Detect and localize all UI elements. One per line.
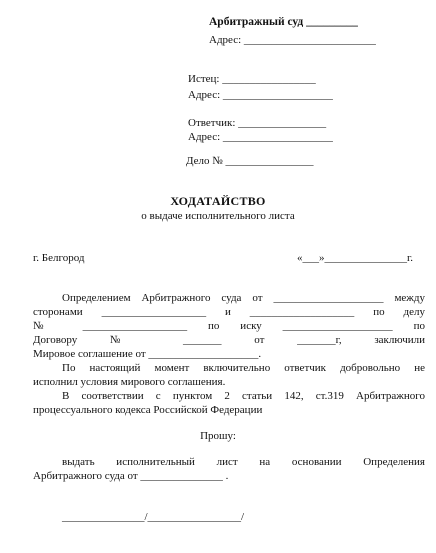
date: «___»_______________г. <box>297 252 414 264</box>
document-subtitle: о выдаче исполнительного листа <box>141 210 295 222</box>
court-name: Арбитражный суд _________ <box>209 16 358 28</box>
p3-line-1: В соответствии с пунктом 2 статьи 142, ст.319 Арбитражного <box>62 390 425 402</box>
p1-line-2: сторонами ___________________ и ___________________ по делу <box>33 306 425 318</box>
signature-line: _______________/_________________/ <box>62 511 245 523</box>
place: г. Белгород <box>33 252 85 264</box>
p4-line-2: Арбитражного суда от _______________ . <box>33 470 229 482</box>
defendant-address: Адрес: ____________________ <box>188 131 333 143</box>
p1-line-1: Определением Арбитражного суда от ____________________ между <box>62 292 425 304</box>
p3-line-2: процессуального кодекса Российской Федерации <box>33 404 263 416</box>
p1-line-3: № ___________________ по иску ____________________ по <box>33 320 425 332</box>
p1-line-4: Договору № _______ от _______г, заключили <box>33 334 425 346</box>
plaintiff-field: Истец: _________________ <box>188 73 316 85</box>
p4-line-1: выдать исполнительный лист на основании Определения <box>62 456 425 468</box>
defendant-field: Ответчик: ________________ <box>188 117 327 129</box>
document-title: ХОДАТАЙСТВО <box>170 194 266 208</box>
court-address: Адрес: ________________________ <box>209 34 376 46</box>
p1-line-5: Мировое соглашение от ____________________. <box>33 348 262 360</box>
p2-line-1: По настоящий момент включительно ответчик добровольно не <box>62 362 425 374</box>
p2-line-2: исполнил условия мирового соглашения. <box>33 376 226 388</box>
request-heading: Прошу: <box>200 430 236 442</box>
plaintiff-address: Адрес: ____________________ <box>188 89 333 101</box>
case-number: Дело № ________________ <box>186 155 314 167</box>
